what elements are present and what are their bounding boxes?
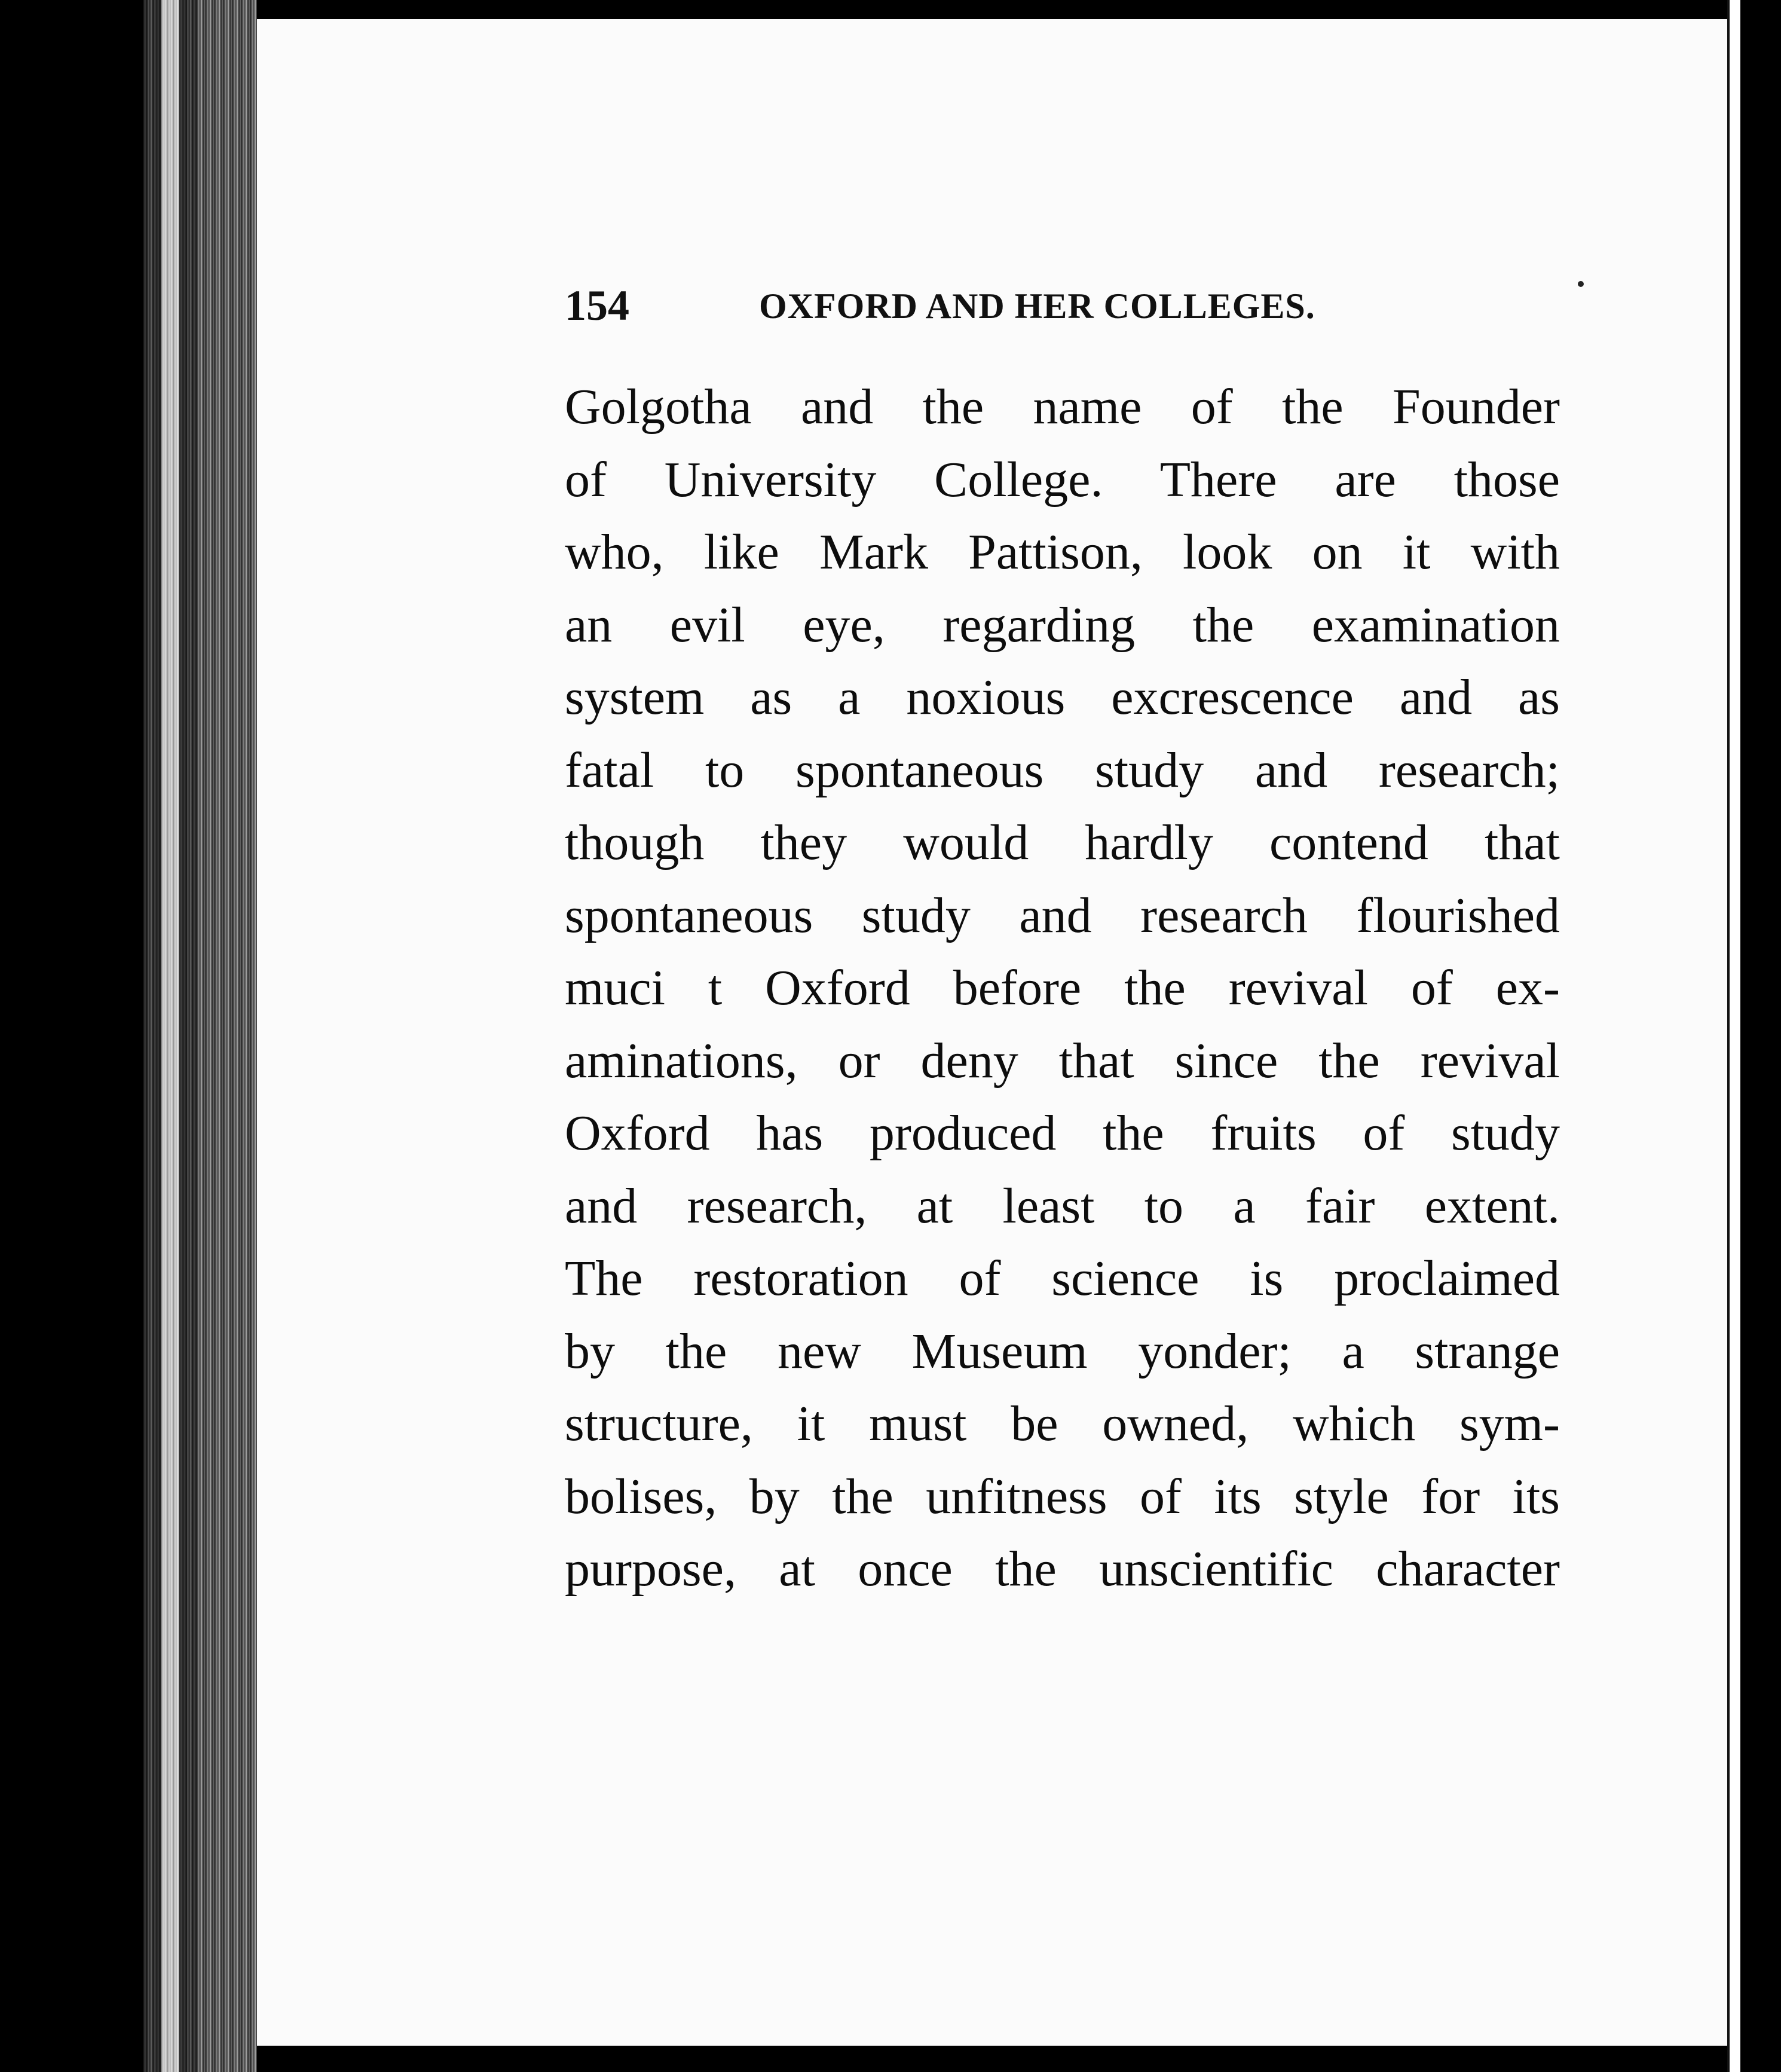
text-line: who, like Mark Pattison, look on it with [565,524,1560,580]
text-line: Oxford has produced the fruits of study [565,1105,1560,1161]
text-line: Golgotha and the name of the Founder [565,379,1560,435]
ink-speck [1578,281,1584,287]
text-line: aminations, or deny that since the revival [565,1032,1560,1089]
text-line: system as a noxious excrescence and as [565,670,1560,725]
text-line: and research, at least to a fair extent. [565,1178,1560,1234]
page-header [565,269,1560,353]
page-number: 154 [565,282,629,329]
facing-page-edge [1727,0,1740,2072]
page-edge-highlight [161,0,179,2072]
body-text [565,371,1560,1606]
running-head: OXFORD AND HER COLLEGES. [759,286,1315,326]
text-line: muci t Oxford before the revival of ex- [565,960,1560,1016]
text-line: an evil eye, regarding the examination [565,597,1560,653]
fore-edge [197,0,257,2072]
text-line: purpose, at once the unscientific character [565,1541,1560,1597]
text-line: The restoration of science is proclaimed [565,1251,1560,1306]
text-line: bolises, by the unfitness of its style for its [565,1468,1560,1524]
text-line: fatal to spontaneous study and research; [565,742,1560,798]
text-line: though they would hardly contend that [565,815,1560,870]
text-line: by the new Museum yonder; a strange [565,1323,1560,1379]
text-line: structure, it must be owned, which sym- [565,1396,1560,1451]
text-line: of University College. There are those [565,451,1560,508]
text-line: spontaneous study and research flourished [565,887,1560,943]
